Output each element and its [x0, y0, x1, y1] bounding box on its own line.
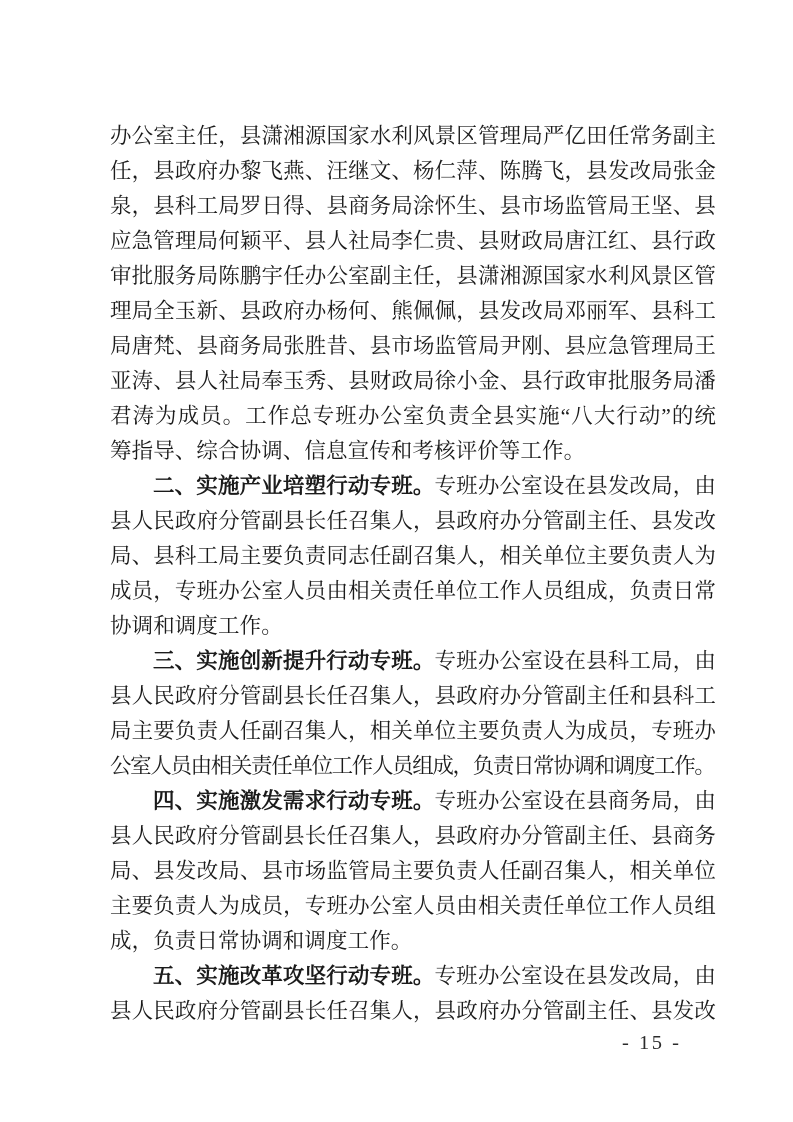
line-text: 筹指导、综合协调、信息宣传和考核评价等工作。 [110, 439, 586, 463]
line-text: 成员，专班办公室人员由相关责任单位工作人员组成，负责日常 [110, 579, 716, 603]
text-line [110, 749, 716, 784]
text-line [110, 959, 716, 994]
text-line [110, 539, 716, 574]
text-line [110, 434, 716, 469]
line-text: 理局全玉新、县政府办杨何、熊佩佩，县发改局邓丽军、县科工 [110, 299, 716, 323]
line-text: 亚涛、县人社局奉玉秀、县财政局徐小金、县行政审批服务局潘 [110, 369, 716, 393]
text-line [110, 119, 716, 154]
line-text: 局主要负责人任副召集人，相关单位主要负责人为成员，专班办 [110, 719, 716, 743]
line-text: 县人民政府分管副县长任召集人，县政府办分管副主任和县科工 [110, 684, 716, 708]
text-line [110, 854, 716, 889]
line-text: 公室人员由相关责任单位工作人员组成，负责日常协调和调度工作。 [110, 754, 715, 778]
text-line [110, 574, 716, 609]
text-line [110, 924, 716, 959]
line-text: 局唐梵、县商务局张胜昔、县市场监管局尹刚、县应急管理局王 [110, 334, 716, 358]
line-text: 任，县政府办黎飞燕、汪继文、杨仁萍、陈腾飞，县发改局张金 [110, 159, 716, 183]
line-text: 局、县科工局主要负责同志任副召集人，相关单位主要负责人为 [110, 544, 716, 568]
line-text: 县人民政府分管副县长任召集人，县政府办分管副主任、县商务 [110, 824, 716, 848]
line-text: 协调和调度工作。 [110, 614, 283, 638]
line-text: 专班办公室设在县发改局，由 [434, 964, 716, 988]
line-text: 主要负责人为成员，专班办公室人员由相关责任单位工作人员组 [110, 894, 716, 918]
line-text: 县人民政府分管副县长任召集人，县政府办分管副主任、县发改 [110, 999, 716, 1023]
text-line [110, 189, 716, 224]
text-line [110, 399, 716, 434]
section-heading: 五、实施改革攻坚行动专班。 [153, 964, 435, 988]
line-text: 办公室主任，县潇湘源国家水利风景区管理局严亿田任常务副主 [110, 124, 716, 148]
text-line [110, 259, 716, 294]
text-line [110, 994, 716, 1029]
section-heading: 四、实施激发需求行动专班。 [153, 789, 435, 813]
line-text: 泉，县科工局罗日得、县商务局涂怀生、县市场监管局王坚、县 [110, 194, 716, 218]
section-heading: 三、实施创新提升行动专班。 [153, 649, 435, 673]
section-heading: 二、实施产业培塑行动专班。 [153, 474, 435, 498]
text-line [110, 364, 716, 399]
page-number: - 15 - [622, 1032, 682, 1054]
text-line [110, 294, 716, 329]
document-body [110, 119, 716, 1029]
text-line [110, 469, 716, 504]
text-line [110, 609, 716, 644]
text-line [110, 714, 716, 749]
text-line [110, 784, 716, 819]
line-text: 专班办公室设在县商务局，由 [434, 789, 716, 813]
line-text: 审批服务局陈鹏宇任办公室副主任，县潇湘源国家水利风景区管 [110, 264, 716, 288]
line-text: 专班办公室设在县发改局，由 [434, 474, 716, 498]
text-line [110, 644, 716, 679]
text-line [110, 819, 716, 854]
text-line [110, 224, 716, 259]
text-line [110, 329, 716, 364]
line-text: 局、县发改局、县市场监管局主要负责人任副召集人，相关单位 [110, 859, 716, 883]
line-text: 县人民政府分管副县长任召集人，县政府办分管副主任、县发改 [110, 509, 716, 533]
line-text: 成，负责日常协调和调度工作。 [110, 929, 413, 953]
text-line [110, 504, 716, 539]
text-line [110, 154, 716, 189]
text-line [110, 679, 716, 714]
line-text: 应急管理局何颖平、县人社局李仁贵、县财政局唐江红、县行政 [110, 229, 716, 253]
line-text: 君涛为成员。工作总专班办公室负责全县实施“八大行动”的统 [110, 404, 716, 428]
line-text: 专班办公室设在县科工局，由 [434, 649, 716, 673]
text-line [110, 889, 716, 924]
